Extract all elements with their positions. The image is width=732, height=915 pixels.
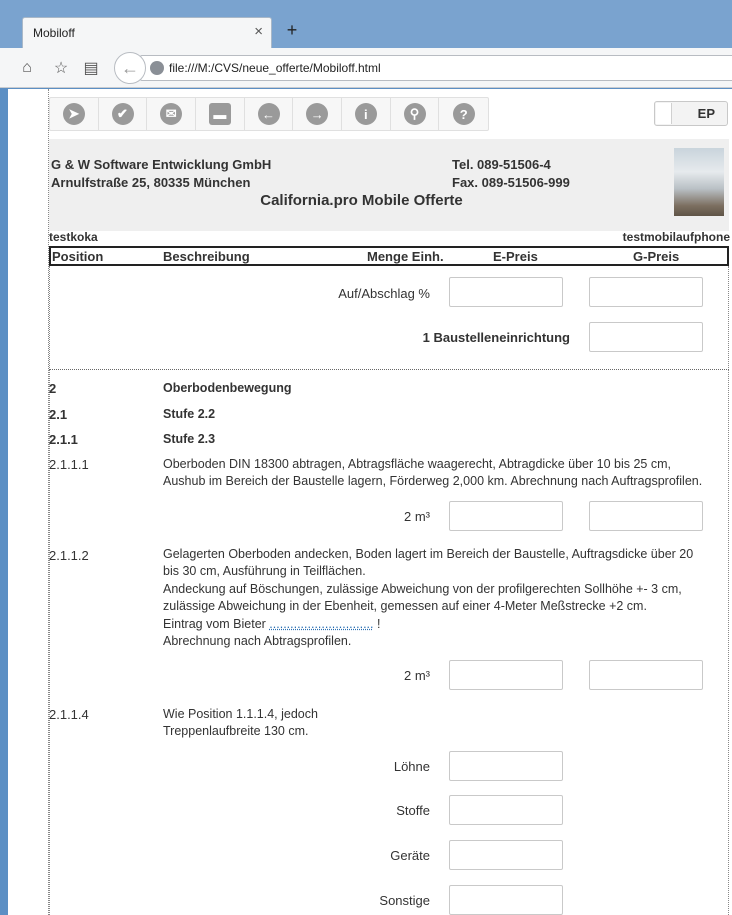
column-header xyxy=(49,246,729,266)
col-beschreibung: Beschreibung xyxy=(163,249,250,264)
page-title: California.pro Mobile Offerte xyxy=(260,192,463,209)
loehne-input[interactable] xyxy=(449,751,563,781)
help-button[interactable] xyxy=(439,98,488,130)
page-viewport xyxy=(8,89,732,915)
desc-line: bis 30 cm, Ausführung in Teilflächen. xyxy=(163,564,366,579)
company-fax: Fax. 089-51506-999 xyxy=(452,175,570,190)
navigate-icon: ➤ xyxy=(63,103,85,125)
toggle-knob xyxy=(656,103,672,124)
aufabschlag-label: Auf/Abschlag % xyxy=(338,286,430,301)
globe-icon xyxy=(150,61,164,75)
meta-left: testkoka xyxy=(49,230,98,244)
pos-number: 2.1.1 xyxy=(49,432,78,447)
bieter-prefix: Eintrag vom Bieter xyxy=(163,616,270,631)
previous-button[interactable] xyxy=(245,98,294,130)
stoffe-input[interactable] xyxy=(449,795,563,825)
cost-label-sonstige: Sonstige xyxy=(379,893,430,908)
qty-label: 2 m³ xyxy=(404,668,430,683)
back-button[interactable] xyxy=(114,52,146,84)
gpreis-input[interactable] xyxy=(589,501,703,531)
meta-right: testmobilaufphone xyxy=(622,230,730,244)
ep-toggle[interactable] xyxy=(654,101,728,126)
next-button[interactable] xyxy=(293,98,342,130)
pos-description xyxy=(163,456,728,491)
baustelle-g-input[interactable] xyxy=(589,322,703,352)
url-bar[interactable] xyxy=(140,55,732,81)
cost-label-loehne: Löhne xyxy=(393,759,430,774)
desc-line: Aushub im Bereich der Baustelle lagern, Förderweg 2,000 km. Abrechnung nach Auftragsprofilen. xyxy=(163,474,703,489)
epreis-input[interactable] xyxy=(449,501,563,531)
pos-title: Stufe 2.2 xyxy=(163,407,216,421)
url-text[interactable]: file:///M:/CVS/neue_offerte/Mobiloff.html xyxy=(169,61,381,75)
col-menge: Menge Einh. xyxy=(367,249,444,264)
desc-line: zulässige Abweichung in der Ebenheit, gemessen auf einer 4-Meter Meßstrecke +2 cm. xyxy=(163,599,647,614)
gpreis-input[interactable] xyxy=(589,660,703,690)
search-icon: ⚲ xyxy=(404,103,426,125)
aufabschlag-g-input[interactable] xyxy=(589,277,703,307)
print-button[interactable] xyxy=(196,98,245,130)
company-address: Arnulfstraße 25, 80335 München xyxy=(51,175,251,190)
app-toolbar xyxy=(49,97,489,131)
geyser-photo xyxy=(674,148,724,216)
qty-label: 2 m³ xyxy=(404,509,430,524)
tab-title: Mobiloff xyxy=(33,26,75,40)
bieter-entry-link[interactable]: .............................. xyxy=(269,616,374,631)
new-tab-button[interactable]: + xyxy=(286,20,298,40)
desc-line: Oberboden DIN 18300 abtragen, Abtragsfläche waagerecht, Abtragdicke über 10 bis 25 cm, xyxy=(163,457,671,471)
cost-label-geraete: Geräte xyxy=(390,848,430,863)
pos-number: 2.1.1.2 xyxy=(49,548,89,563)
company-name: G & W Software Entwicklung GmbH xyxy=(51,157,272,172)
pos-description xyxy=(163,546,728,650)
arrow-left-icon: ← xyxy=(121,57,139,78)
help-icon: ? xyxy=(453,103,475,125)
info-button[interactable] xyxy=(342,98,391,130)
mail-icon: ✉ xyxy=(160,103,182,125)
arrow-left-icon: ← xyxy=(258,103,280,125)
browser-navbar xyxy=(0,48,732,88)
cost-label-stoffe: Stoffe xyxy=(396,803,430,818)
col-gpreis: G-Preis xyxy=(633,249,680,264)
aufabschlag-e-input[interactable] xyxy=(449,277,563,307)
pos-number: 2.1.1.1 xyxy=(49,457,89,472)
geraete-input[interactable] xyxy=(449,840,563,870)
ep-label: EP xyxy=(697,106,715,121)
pos-title: Stufe 2.3 xyxy=(163,432,216,446)
bieter-suffix: ! xyxy=(373,616,381,631)
pos-number: 2.1 xyxy=(49,407,68,422)
pos-number: 2 xyxy=(49,381,57,396)
print-icon: ▬ xyxy=(209,103,231,125)
pos-title: Oberbodenbewegung xyxy=(163,381,292,395)
baustelle-label: 1 Baustelleneinrichtung xyxy=(422,330,570,345)
col-position: Position xyxy=(52,249,104,264)
epreis-input[interactable] xyxy=(449,660,563,690)
desc-line: Andeckung auf Böschungen, zulässige Abweichung von der profilgerechten Sollhöhe +- 3 cm, xyxy=(163,581,682,596)
close-tab-icon[interactable]: × xyxy=(254,23,263,40)
company-tel: Tel. 089-51506-4 xyxy=(452,157,551,172)
search-button[interactable] xyxy=(391,98,440,130)
company-header xyxy=(49,139,729,231)
bieter-line xyxy=(163,616,728,633)
desc-line: Abrechnung nach Abtragsprofilen. xyxy=(163,634,352,649)
check-button[interactable] xyxy=(99,98,148,130)
reader-view-icon[interactable]: ▤ xyxy=(83,60,99,77)
arrow-right-icon: → xyxy=(306,103,328,125)
meta-row xyxy=(49,230,729,246)
check-icon: ✔ xyxy=(112,103,134,125)
sonstige-input[interactable] xyxy=(449,885,563,915)
bookmark-star-icon[interactable]: ☆ xyxy=(53,60,69,77)
browser-tab[interactable] xyxy=(22,17,272,48)
col-epreis: E-Preis xyxy=(493,249,538,264)
desc-line: Treppenlaufbreite 130 cm. xyxy=(163,724,309,739)
pos-number: 2.1.1.4 xyxy=(49,707,89,722)
mail-button[interactable] xyxy=(147,98,196,130)
desc-line: Gelagerten Oberboden andecken, Boden lagert im Bereich der Baustelle, Auftragsdicke über 20 xyxy=(163,547,694,561)
home-icon[interactable]: ⌂ xyxy=(22,59,32,76)
navigate-button[interactable] xyxy=(50,98,99,130)
pos-description xyxy=(163,706,728,741)
info-icon: i xyxy=(355,103,377,125)
browser-tabbar xyxy=(0,0,732,48)
desc-line: Wie Position 1.1.1.4, jedoch xyxy=(163,707,318,721)
